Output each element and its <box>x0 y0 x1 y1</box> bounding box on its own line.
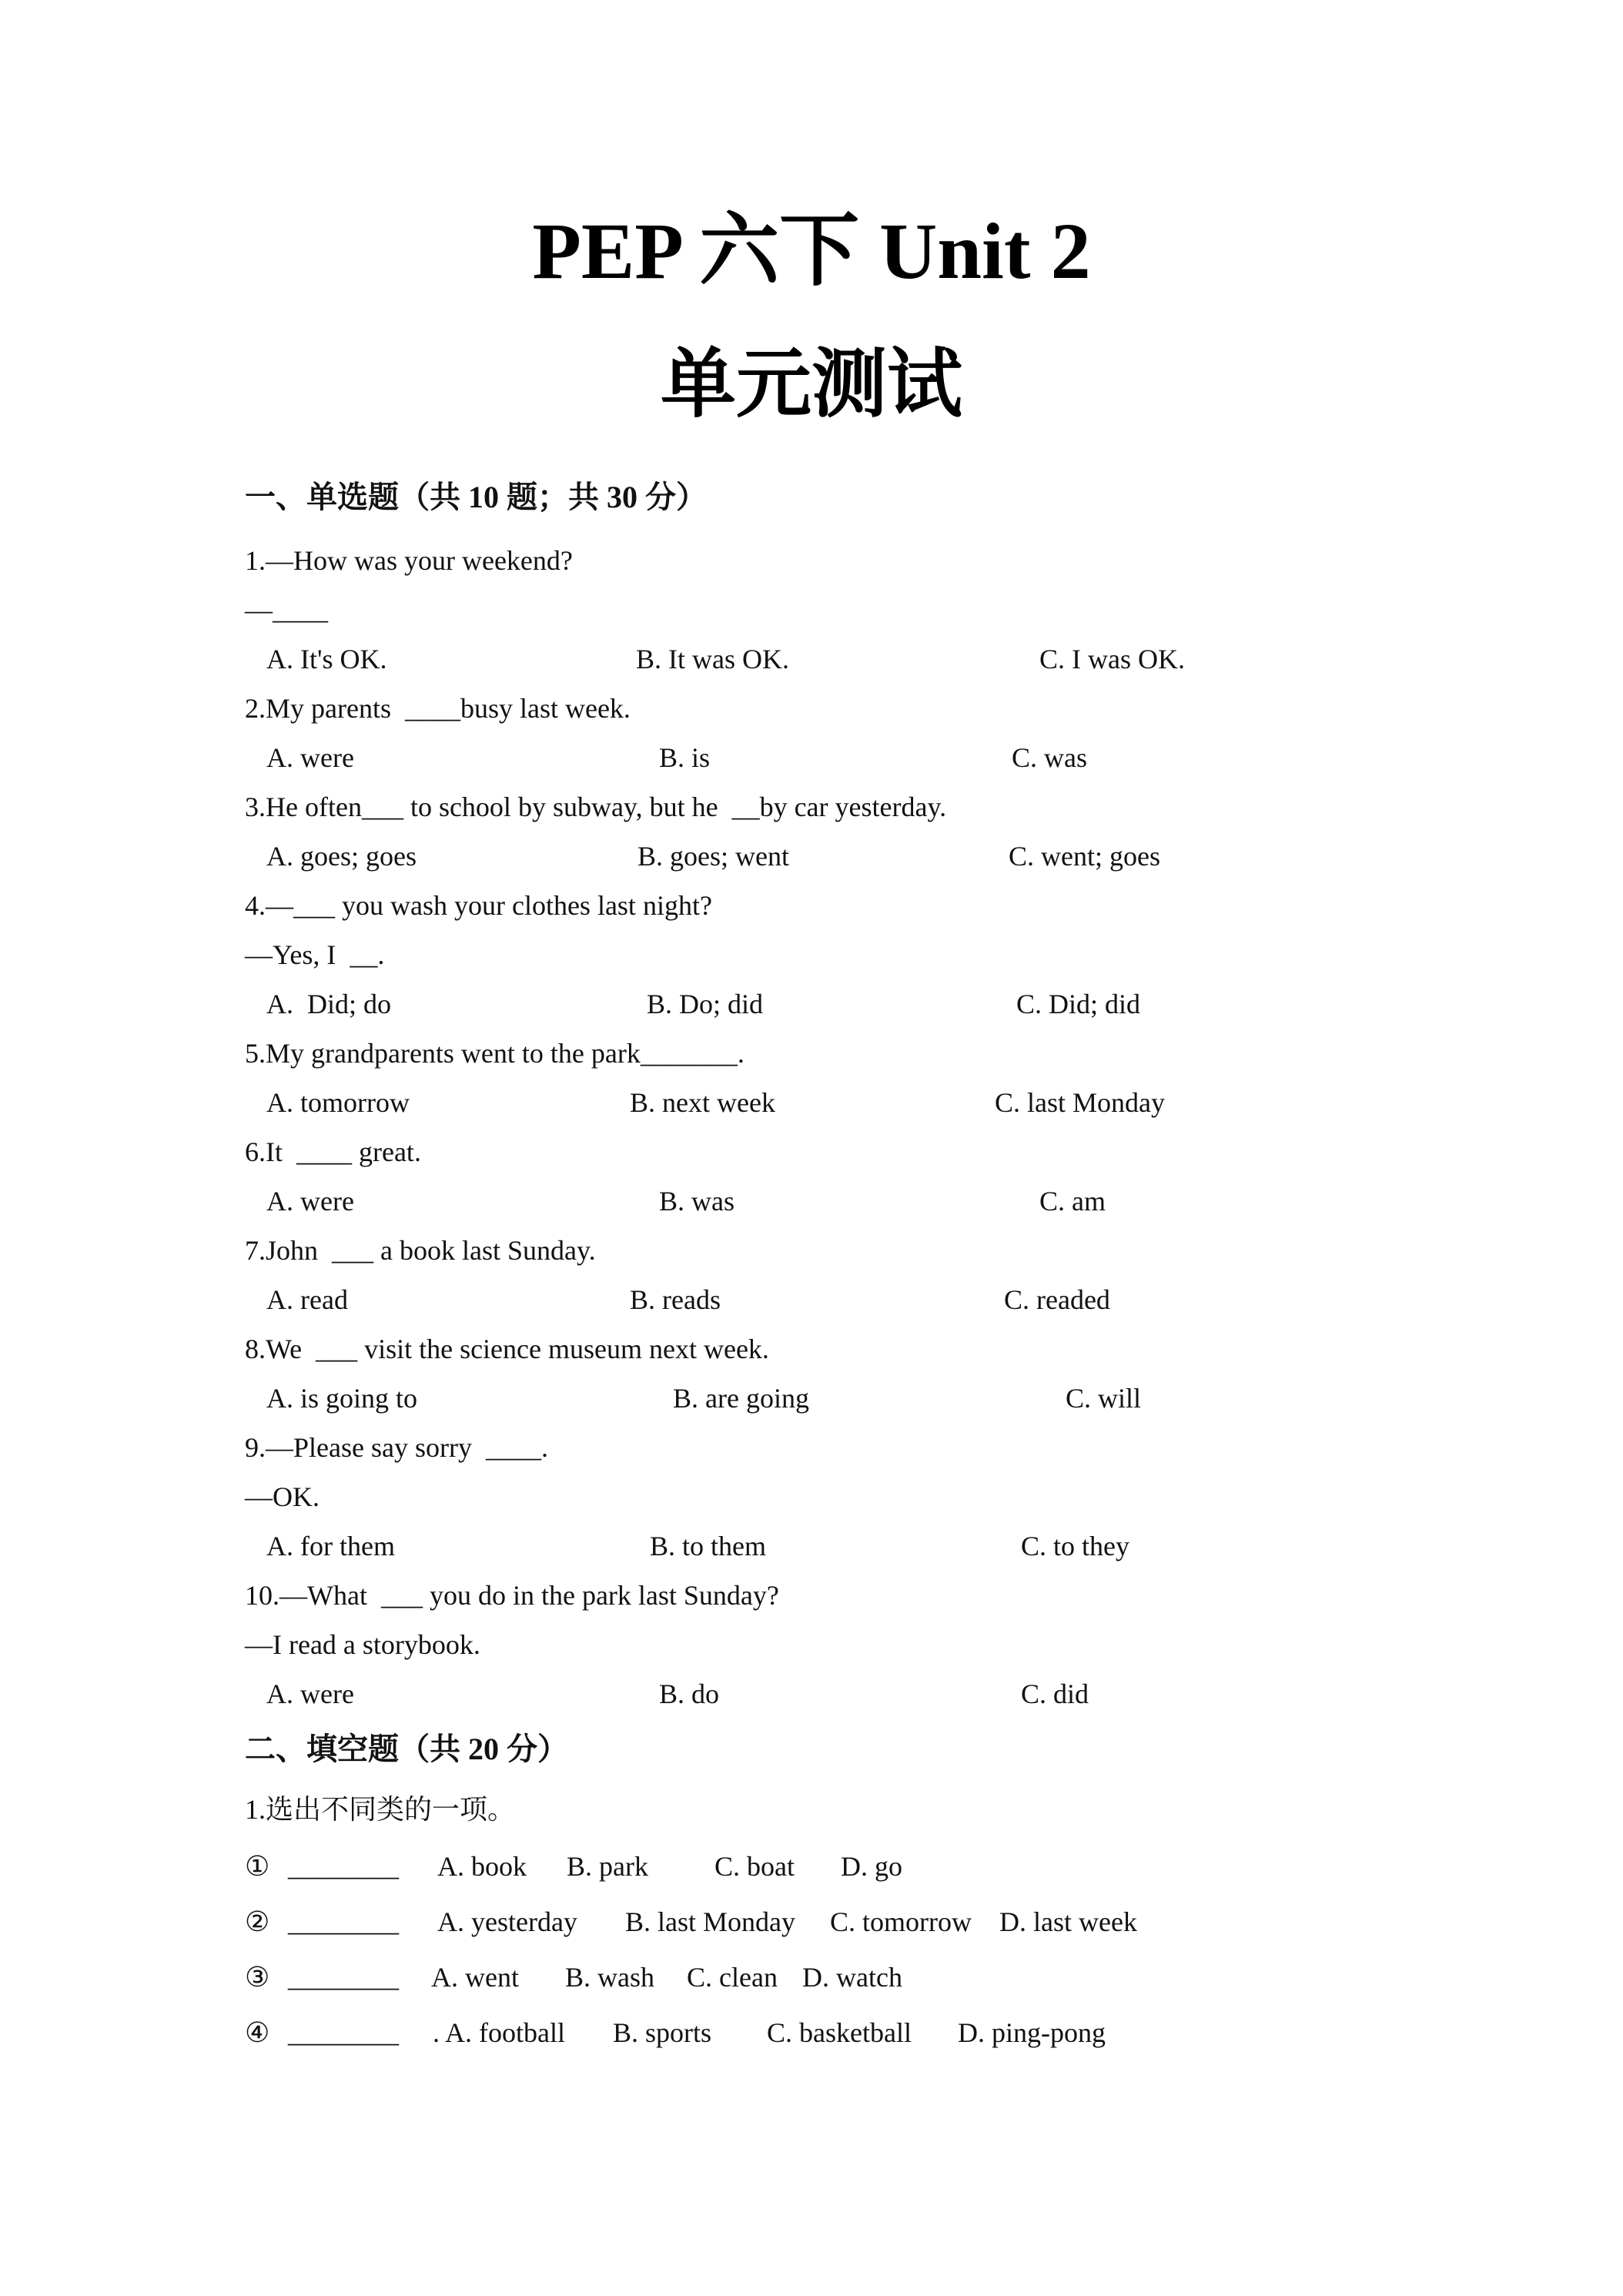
question-2-option-b[interactable]: B. is <box>659 742 711 773</box>
question-8-option-b[interactable]: B. are going <box>673 1383 809 1414</box>
question-9-answer-line: —OK. <box>245 1481 320 1512</box>
fill-item-2-option-b: B. last Monday <box>625 1906 795 1937</box>
question-3-option-b[interactable]: B. goes; went <box>637 841 789 872</box>
question-1-option-b[interactable]: B. It was OK. <box>636 644 789 674</box>
question-4-stem: 4.—___ you wash your clothes last night? <box>245 890 712 921</box>
fill-item-3-option-b: B. wash <box>565 1962 654 1993</box>
question-5-stem: 5.My grandparents went to the park_______. <box>245 1038 745 1069</box>
question-1-option-a[interactable]: A. It's OK. <box>266 644 387 674</box>
question-1-option-c[interactable]: C. I was OK. <box>1039 644 1185 674</box>
fill-item-1-option-d: D. go <box>841 1851 902 1882</box>
question-8-option-c[interactable]: C. will <box>1066 1383 1142 1414</box>
fill-item-3-option-a: A. went <box>431 1962 519 1993</box>
question-6-option-c[interactable]: C. am <box>1039 1186 1106 1217</box>
question-10-stem: 10.—What ___ you do in the park last Sunday? <box>245 1580 779 1611</box>
fill-item-4-option-d: D. ping-pong <box>958 2017 1106 2048</box>
fill-item-4-blank[interactable]: ________ <box>288 2017 399 2048</box>
question-7-option-a[interactable]: A. read <box>266 1284 348 1315</box>
fill-item-1-option-c: C. boat <box>714 1851 795 1882</box>
question-1-stem: 1.—How was your weekend? <box>245 545 573 576</box>
fill-item-2-number: ② <box>245 1906 270 1937</box>
question-3-option-a[interactable]: A. goes; goes <box>266 841 417 872</box>
fill-item-2-option-a: A. yesterday <box>437 1906 577 1937</box>
question-9-option-b[interactable]: B. to them <box>650 1531 766 1561</box>
question-5-option-b[interactable]: B. next week <box>630 1087 775 1118</box>
question-7-stem: 7.John ___ a book last Sunday. <box>245 1235 596 1266</box>
fill-item-3-option-c: C. clean <box>687 1962 778 1993</box>
fill-item-2-blank[interactable]: ________ <box>288 1906 399 1937</box>
question-1-answer-line: —____ <box>245 594 328 625</box>
question-9-option-c[interactable]: C. to they <box>1021 1531 1129 1561</box>
question-9-stem: 9.—Please say sorry ____. <box>245 1432 548 1463</box>
fill-item-2-option-d: D. last week <box>999 1906 1137 1937</box>
question-9-option-a[interactable]: A. for them <box>266 1531 395 1561</box>
section-heading-fill-in: 二、填空题（共 20 分） <box>245 1732 568 1766</box>
question-4-answer-line: —Yes, I __. <box>245 939 385 970</box>
question-7-option-c[interactable]: C. readed <box>1004 1284 1110 1315</box>
question-7-option-b[interactable]: B. reads <box>630 1284 721 1315</box>
fill-item-4-number: ④ <box>245 2017 270 2048</box>
question-6-option-a[interactable]: A. were <box>266 1186 354 1217</box>
question-8-stem: 8.We ___ visit the science museum next week. <box>245 1334 769 1364</box>
fill-item-1-blank[interactable]: ________ <box>288 1851 399 1882</box>
fill-item-3-blank[interactable]: ________ <box>288 1962 399 1993</box>
question-6-stem: 6.It ____ great. <box>245 1136 421 1167</box>
question-3-option-c[interactable]: C. went; goes <box>1009 841 1160 872</box>
question-5-option-a[interactable]: A. tomorrow <box>266 1087 410 1118</box>
fill-item-3-option-d: D. watch <box>802 1962 902 1993</box>
question-4-option-b[interactable]: B. Do; did <box>647 989 764 1019</box>
question-5-option-c[interactable]: C. last Monday <box>995 1087 1165 1118</box>
question-4-option-c[interactable]: C. Did; did <box>1016 989 1141 1019</box>
question-3-stem: 3.He often___ to school by subway, but he __by car yesterday. <box>245 792 947 822</box>
question-6-option-b[interactable]: B. was <box>659 1186 735 1217</box>
question-2-option-c[interactable]: C. was <box>1012 742 1087 773</box>
question-2-stem: 2.My parents ____busy last week. <box>245 693 631 724</box>
question-10-option-c[interactable]: C. did <box>1021 1678 1089 1709</box>
fill-in-instruction: 1.选出不同类的一项。 <box>245 1794 516 1825</box>
question-10-option-a[interactable]: A. were <box>266 1678 354 1709</box>
fill-item-1-option-a: A. book <box>437 1851 527 1882</box>
question-2-option-a[interactable]: A. were <box>266 742 354 773</box>
fill-item-4-option-a: . A. football <box>433 2017 565 2048</box>
fill-item-1-option-b: B. park <box>567 1851 648 1882</box>
fill-item-4-option-b: B. sports <box>613 2017 712 2048</box>
fill-item-3-number: ③ <box>245 1962 270 1993</box>
question-10-option-b[interactable]: B. do <box>659 1678 720 1709</box>
question-4-option-a[interactable]: A. Did; do <box>266 989 391 1019</box>
page-subtitle: 单元测试 <box>660 343 962 427</box>
question-8-option-a[interactable]: A. is going to <box>266 1383 418 1414</box>
fill-item-2-option-c: C. tomorrow <box>830 1906 972 1937</box>
fill-item-1-number: ① <box>245 1851 270 1882</box>
page-title: PEP 六下 Unit 2 <box>532 207 1091 296</box>
question-10-answer-line: —I read a storybook. <box>245 1629 480 1660</box>
fill-item-4-option-c: C. basketball <box>767 2017 912 2048</box>
section-heading-single-choice: 一、单选题（共 10 题；共 30 分） <box>245 480 707 514</box>
